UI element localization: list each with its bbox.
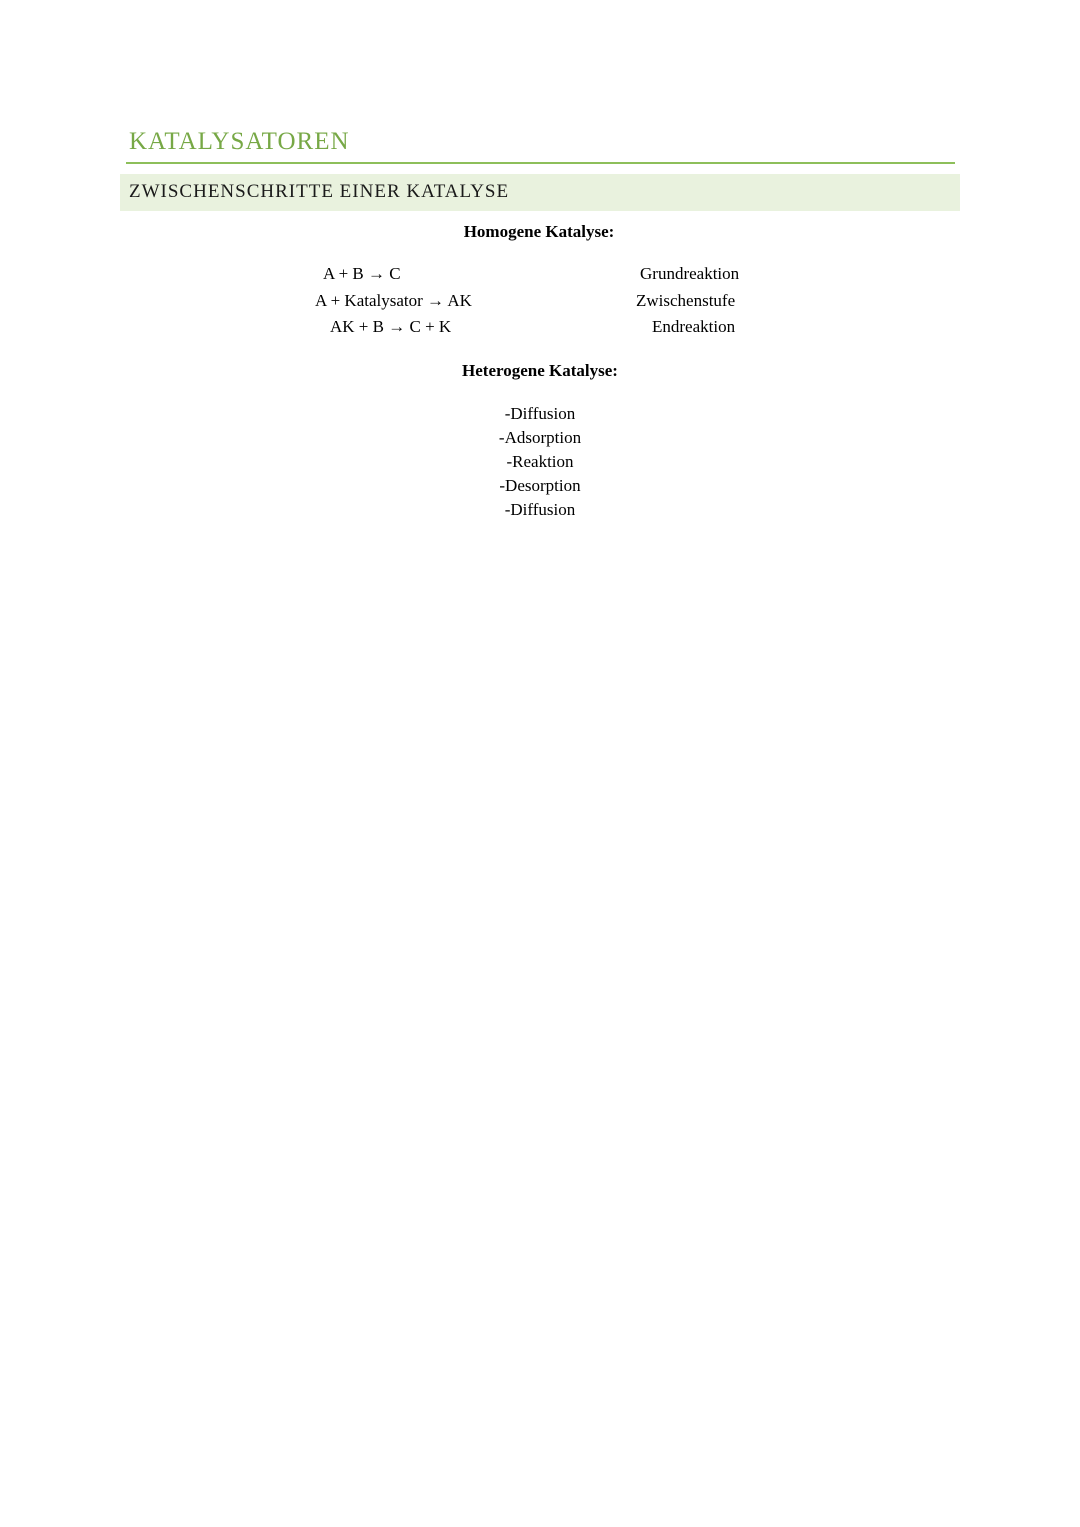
equation-base-reaction: A + B → C xyxy=(323,264,401,283)
equation-final-reaction: AK + B → C + K xyxy=(330,317,452,336)
step-item: -Diffusion xyxy=(504,404,576,423)
step-item: -Reaktion xyxy=(506,452,574,471)
label-intermediate: Zwischenstufe xyxy=(636,291,736,310)
homogeneous-heading: Homogene Katalyse: xyxy=(463,222,615,241)
page-title: KATALYSATOREN xyxy=(129,128,350,155)
heterogeneous-heading: Heterogene Katalyse: xyxy=(462,361,618,380)
section-title: ZWISCHENSCHRITTE EINER KATALYSE xyxy=(129,181,510,202)
title-divider xyxy=(126,162,955,164)
label-base-reaction: Grundreaktion xyxy=(640,264,740,283)
label-final-reaction: Endreaktion xyxy=(652,317,736,336)
section-header xyxy=(120,174,960,211)
equation-intermediate: A + Katalysator → AK xyxy=(315,291,472,310)
step-item: -Adsorption xyxy=(498,428,582,447)
step-item: -Diffusion xyxy=(504,500,576,519)
step-item: -Desorption xyxy=(499,476,581,495)
heterogeneous-step-list xyxy=(499,402,581,522)
